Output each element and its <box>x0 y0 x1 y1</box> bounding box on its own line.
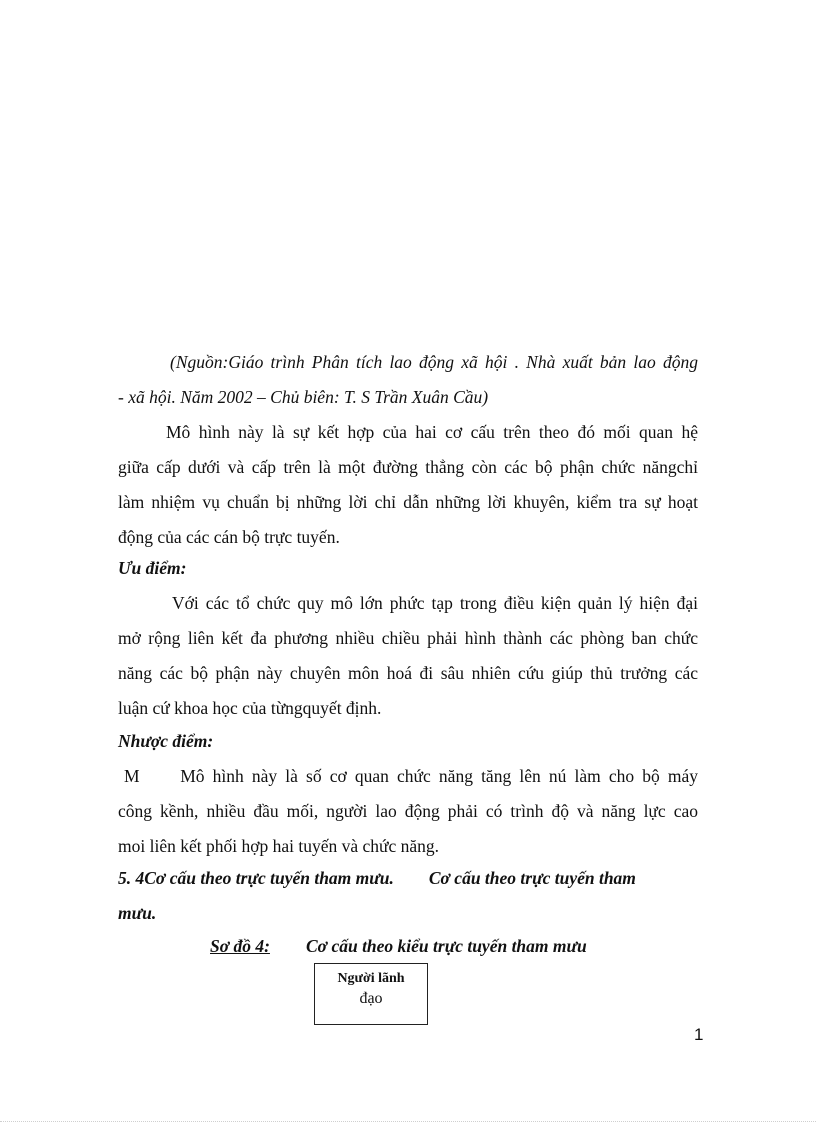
disadvantages-heading: Nhược điểm: <box>118 731 214 751</box>
leader-box-line-2: đạo <box>359 990 383 1007</box>
page-number: 1 <box>694 1025 704 1044</box>
section-heading-line-2: mưu. <box>118 903 157 923</box>
disadvantages-line-3: moi liên kết phối hợp hai tuyến và chức năng. <box>118 836 440 856</box>
intro-line-3: làm nhiệm vụ chuẩn bị những lời chỉ dẫn những lời khuyên, kiểm tra sự hoạt <box>118 492 698 512</box>
disadvantages-line-1: M Mô hình này là số cơ quan chức năng tăng lên nú làm cho bộ máy <box>124 766 698 786</box>
intro-line-4: động của các cán bộ trực tuyến. <box>118 527 340 547</box>
leader-box <box>314 963 428 1025</box>
diagram-label: Sơ đồ 4: <box>210 936 270 956</box>
advantages-line-3: năng các bộ phận này chuyên môn hoá đi sâu nhiên cứu giúp thủ trưởng các <box>118 663 698 683</box>
advantages-line-2: mở rộng liên kết đa phương nhiều chiều phải hình thành các phòng ban chức <box>118 628 698 648</box>
leader-box-line-1: Người lãnh <box>337 971 405 986</box>
source-line-2: - xã hội. Năm 2002 – Chủ biên: T. S Trần Xuân Cầu) <box>118 387 489 407</box>
diagram-title: Cơ cấu theo kiểu trực tuyến tham mưu <box>306 936 587 956</box>
advantages-line-4: luận cứ khoa học của từngquyết định. <box>118 698 382 718</box>
page-bottom-rule <box>0 1121 816 1122</box>
disadvantages-line-2: công kềnh, nhiều đầu mối, người lao động phải có trình độ và năng lực cao <box>118 801 698 821</box>
intro-line-1: Mô hình này là sự kết hợp của hai cơ cấu trên theo đó mối quan hệ <box>166 422 698 442</box>
source-line-1: (Nguồn:Giáo trình Phân tích lao động xã hội . Nhà xuất bản lao động <box>170 352 698 372</box>
section-heading-line-1: 5. 4Cơ cấu theo trực tuyến tham mưu. Cơ cấu theo trực tuyến tham <box>118 868 636 888</box>
advantages-heading: Ưu điểm: <box>118 558 187 578</box>
intro-line-2: giữa cấp dưới và cấp trên là một đường thẳng còn các bộ phận chức năngchỉ <box>118 457 698 477</box>
advantages-line-1: Với các tổ chức quy mô lớn phức tạp trong điều kiện quản lý hiện đại <box>172 593 698 613</box>
